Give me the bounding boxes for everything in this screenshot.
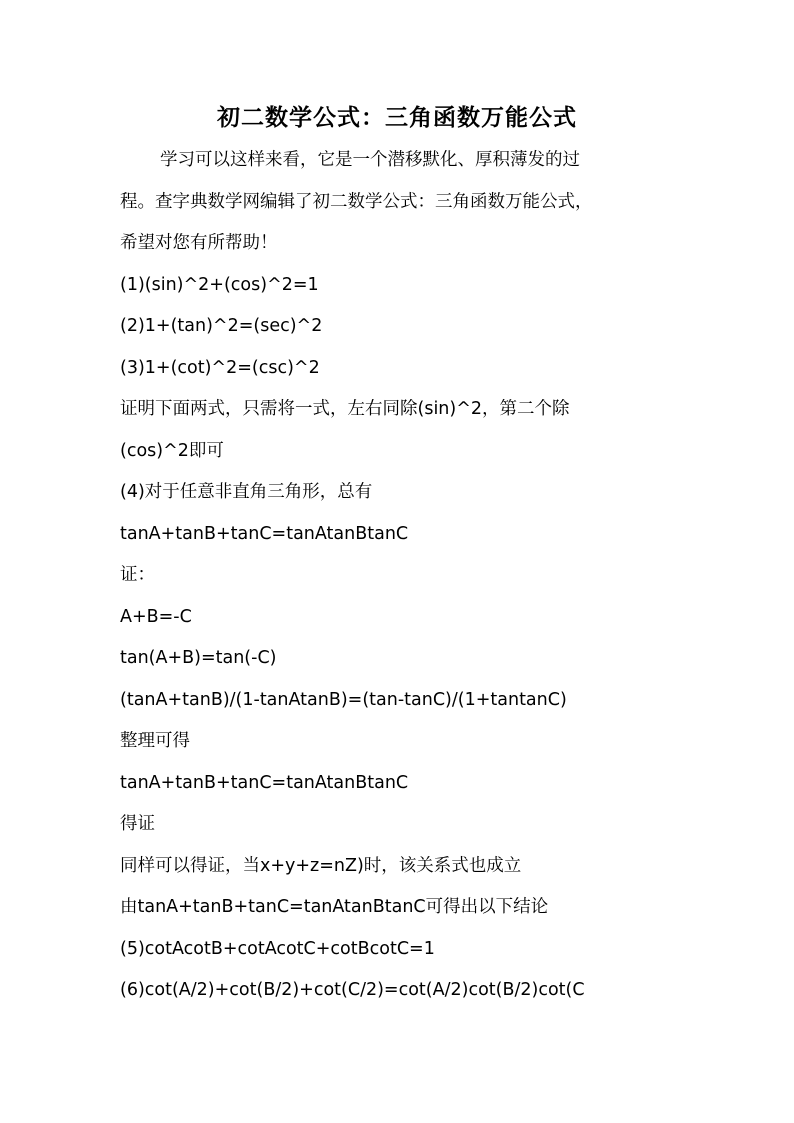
paragraph-line: 程。查字典数学网编辑了初二数学公式：三角函数万能公式， xyxy=(120,191,593,212)
paragraph-line: (4)对于任意非直角三角形，总有 xyxy=(120,482,373,502)
formula-line: (5)cotAcotB+cotAcotC+cotBcotC=1 xyxy=(120,938,435,959)
formula-line: A+B=-C xyxy=(120,606,192,627)
paragraph-line: 由tanA+tanB+tanC=tanAtanBtanC可得出以下结论 xyxy=(120,897,549,917)
paragraph-line: 证明下面两式，只需将一式，左右同除(sin)^2，第二个除 xyxy=(120,399,570,419)
formula-line: (2)1+(tan)^2=(sec)^2 xyxy=(120,316,323,336)
paragraph-line: 证： xyxy=(120,565,155,585)
paragraph-line: 整理可得 xyxy=(120,731,190,751)
document-title: 初二数学公式：三角函数万能公式 xyxy=(217,104,577,131)
document-body xyxy=(120,140,680,1012)
formula-line: tanA+tanB+tanC=tanAtanBtanC xyxy=(120,772,409,793)
paragraph-line: 同样可以得证，当x+y+z=nZ)时，该关系式也成立 xyxy=(120,855,522,876)
paragraph-line: (cos)^2即可 xyxy=(120,440,224,461)
formula-line: tan(A+B)=tan(-C) xyxy=(120,648,277,668)
formula-line: (1)(sin)^2+(cos)^2=1 xyxy=(120,274,319,295)
paragraph-line: 得证 xyxy=(120,814,155,834)
formula-line: tanA+tanB+tanC=tanAtanBtanC xyxy=(120,523,409,544)
paragraph-line: 希望对您有所帮助！ xyxy=(120,233,278,253)
formula-line: (tanA+tanB)/(1-tanAtanB)=(tan-tanC)/(1+tantanC) xyxy=(120,689,567,710)
paragraph-line: 学习可以这样来看，它是一个潜移默化、厚积薄发的过 xyxy=(160,150,580,170)
formula-line: (3)1+(cot)^2=(csc)^2 xyxy=(120,357,320,378)
formula-line: (6)cot(A/2)+cot(B/2)+cot(C/2)=cot(A/2)cot(B/2)cot(C xyxy=(120,980,585,1000)
